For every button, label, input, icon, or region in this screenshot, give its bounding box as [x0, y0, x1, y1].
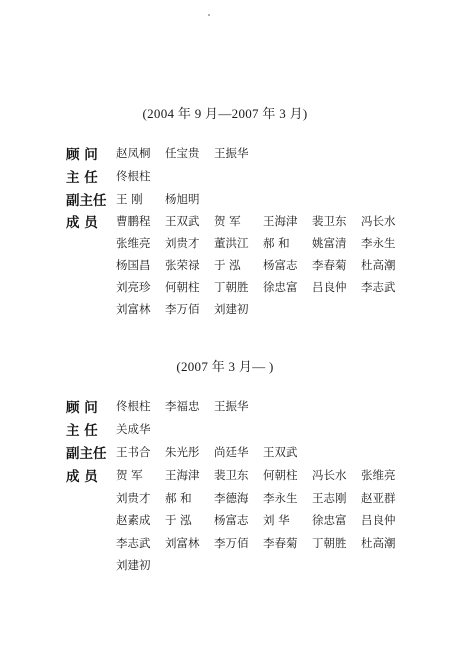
scan-speck [208, 14, 210, 16]
members-continuation-row [116, 488, 410, 508]
person-name: 郝 和 [263, 236, 290, 250]
members-row [66, 211, 410, 231]
members-continuation-row [116, 555, 165, 575]
person-name: 姚富清 [312, 236, 347, 250]
person-name: 杜高潮 [361, 536, 396, 550]
person-name: 李福忠 [165, 399, 200, 413]
person-name: 王振华 [214, 146, 249, 160]
person-name: 刘建初 [214, 302, 249, 316]
director-row [66, 166, 165, 186]
person-name: 丁朝胜 [214, 280, 249, 294]
person-name: 王双武 [263, 445, 298, 459]
person-name: 杜高潮 [361, 258, 396, 272]
person-name: 杨国昌 [116, 258, 151, 272]
members-continuation-row [116, 299, 263, 319]
person-name: 任宝贵 [165, 146, 200, 160]
members-continuation-row [116, 255, 410, 275]
person-name: 冯长水 [361, 214, 396, 228]
person-name: 刘富林 [165, 536, 200, 550]
person-name: 王海津 [165, 468, 200, 482]
person-name: 张荣禄 [165, 258, 200, 272]
person-name: 李万佰 [165, 302, 200, 316]
director-row [66, 419, 165, 439]
person-name: 李德海 [214, 491, 249, 505]
person-name: 于 泓 [165, 513, 192, 527]
person-name: 张维亮 [116, 236, 151, 250]
person-name: 刘亮珍 [116, 280, 151, 294]
person-name: 吕良仲 [312, 280, 347, 294]
role-label: 顾 问 [66, 400, 98, 416]
person-name: 贺 军 [116, 468, 143, 482]
person-name: 刘贵才 [116, 491, 151, 505]
deputy-row [66, 442, 312, 462]
person-name: 王书合 [116, 445, 151, 459]
person-name: 佟根柱 [116, 169, 151, 183]
person-name: 李春菊 [312, 258, 347, 272]
person-name: 丁朝胜 [312, 536, 347, 550]
person-name: 杨旭明 [165, 192, 200, 206]
role-label: 主 任 [66, 170, 98, 186]
advisers-row [66, 396, 263, 416]
person-name: 关成华 [116, 422, 151, 436]
person-name: 郝 和 [165, 491, 192, 505]
person-name: 王海津 [263, 214, 298, 228]
person-name: 佟根柱 [116, 399, 151, 413]
role-label: 顾 问 [66, 147, 98, 163]
members-continuation-row [116, 233, 410, 253]
person-name: 刘富林 [116, 302, 151, 316]
person-name: 吕良仲 [361, 513, 396, 527]
person-name: 赵凤桐 [116, 146, 151, 160]
person-name: 李永生 [263, 491, 298, 505]
person-name: 李志武 [116, 536, 151, 550]
advisers-row [66, 143, 263, 163]
person-name: 裴卫东 [312, 214, 347, 228]
person-name: 赵亚群 [361, 491, 396, 505]
role-label: 主 任 [66, 423, 98, 439]
person-name: 李永生 [361, 236, 396, 250]
person-name: 李万佰 [214, 536, 249, 550]
members-row [66, 465, 410, 485]
person-name: 尚廷华 [214, 445, 249, 459]
person-name: 王志刚 [312, 491, 347, 505]
person-name: 何朝柱 [263, 468, 298, 482]
person-name: 董洪江 [214, 236, 249, 250]
period-heading: (2004 年 9 月—2007 年 3 月) [142, 106, 308, 121]
person-name: 杨富志 [263, 258, 298, 272]
role-label: 成 员 [66, 215, 98, 231]
person-name: 于 泓 [214, 258, 241, 272]
person-name: 徐忠富 [312, 513, 347, 527]
period-heading: (2007 年 3 月— ) [176, 359, 274, 374]
person-name: 杨富志 [214, 513, 249, 527]
person-name: 张维亮 [361, 468, 396, 482]
role-label: 成 员 [66, 469, 98, 485]
person-name: 李志武 [361, 280, 396, 294]
person-name: 裴卫东 [214, 468, 249, 482]
person-name: 冯长水 [312, 468, 347, 482]
role-label: 副主任 [66, 193, 107, 209]
person-name: 王 刚 [116, 192, 143, 206]
person-name: 刘建初 [116, 558, 151, 572]
person-name: 曹鹏程 [116, 214, 151, 228]
deputy-row [66, 189, 214, 209]
person-name: 王振华 [214, 399, 249, 413]
person-name: 朱光彤 [165, 445, 200, 459]
person-name: 徐忠富 [263, 280, 298, 294]
person-name: 刘 华 [263, 513, 290, 527]
role-label: 副主任 [66, 446, 107, 462]
person-name: 刘贵才 [165, 236, 200, 250]
person-name: 何朝柱 [165, 280, 200, 294]
person-name: 贺 军 [214, 214, 241, 228]
members-continuation-row [116, 277, 410, 297]
members-continuation-row [116, 533, 410, 553]
person-name: 李春菊 [263, 536, 298, 550]
person-name: 王双武 [165, 214, 200, 228]
members-continuation-row [116, 510, 410, 530]
person-name: 赵素成 [116, 513, 151, 527]
